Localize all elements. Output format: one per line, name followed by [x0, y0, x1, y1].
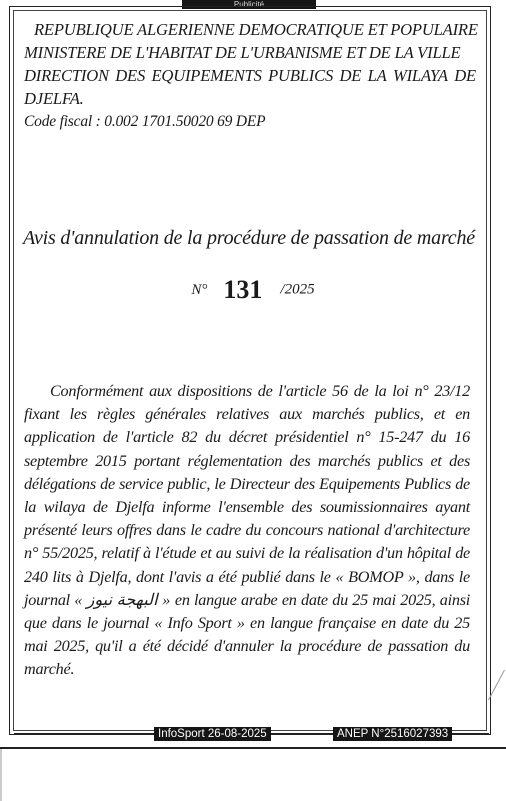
header-line-wilaya: DJELFA. — [24, 89, 84, 108]
header-word: DE — [454, 66, 476, 85]
notice-body: Conformément aux dispositions de l'article 56 de la loi n° 23/12 fixant les règles générales relatives aux marchés publics, et en application de l'article 82 du décret présidentiel n° 15-247 du 16 septembre 2015 portant réglementation des marchés publics et des délégations de service public, le Directeur des Equipements Publics de la wilaya de Djelfa informe l'ensemble des soumissionnaires ayant présenté leurs offres dans le cadre du concours national d'architecture n° 55/2025, relatif à l'étude et au suivi de la réalisation d'un hôpital de 240 lits à Djelfa, dont l'avis a été publié dans le « BOMOP », dans le journal « البهجة نيوز » en langue arabe en date du 25 mai 2025, ainsi que dans le journal « Info Sport » en langue française en date du 25 mai 2025, qu'il a été décidé d'annuler la procédure de passation du marché. — [24, 382, 470, 679]
anep-badge: ANEP N°2516027393 — [333, 727, 452, 741]
notice-year: /2025 — [280, 281, 315, 298]
side-rule — [0, 749, 2, 801]
fiscal-code: Code fiscal : 0.002 1701.50020 69 DEP — [24, 113, 266, 130]
header-word: LA — [367, 66, 387, 85]
header-word: DES — [115, 66, 146, 85]
source-badge: InfoSport 26-08-2025 — [154, 727, 271, 741]
notice-title: Avis d'annulation de la procédure de passation de marché — [23, 227, 475, 249]
notice-number-line — [0, 275, 506, 305]
header-word: WILAYA — [392, 66, 448, 85]
notice-header — [24, 18, 476, 133]
number-label: N° — [191, 281, 208, 298]
header-line-ministry: MINISTERE DE L'HABITAT DE L'URBANISME ET DE LA VILLE — [24, 43, 461, 62]
notice-number: 131 — [223, 275, 263, 304]
footer-bar — [0, 726, 506, 742]
header-word: DE — [339, 66, 362, 85]
header-line-direction — [24, 64, 476, 87]
bottom-rule — [0, 747, 506, 749]
header-word: DIRECTION — [24, 66, 109, 85]
header-word: EQUIPEMENTS — [151, 66, 262, 85]
header-word: PUBLICS — [268, 66, 334, 85]
top-tab-label: Publicité — [233, 0, 265, 9]
header-line-republic: REPUBLIQUE ALGERIENNE DEMOCRATIQUE ET POPULAIRE — [34, 20, 478, 39]
